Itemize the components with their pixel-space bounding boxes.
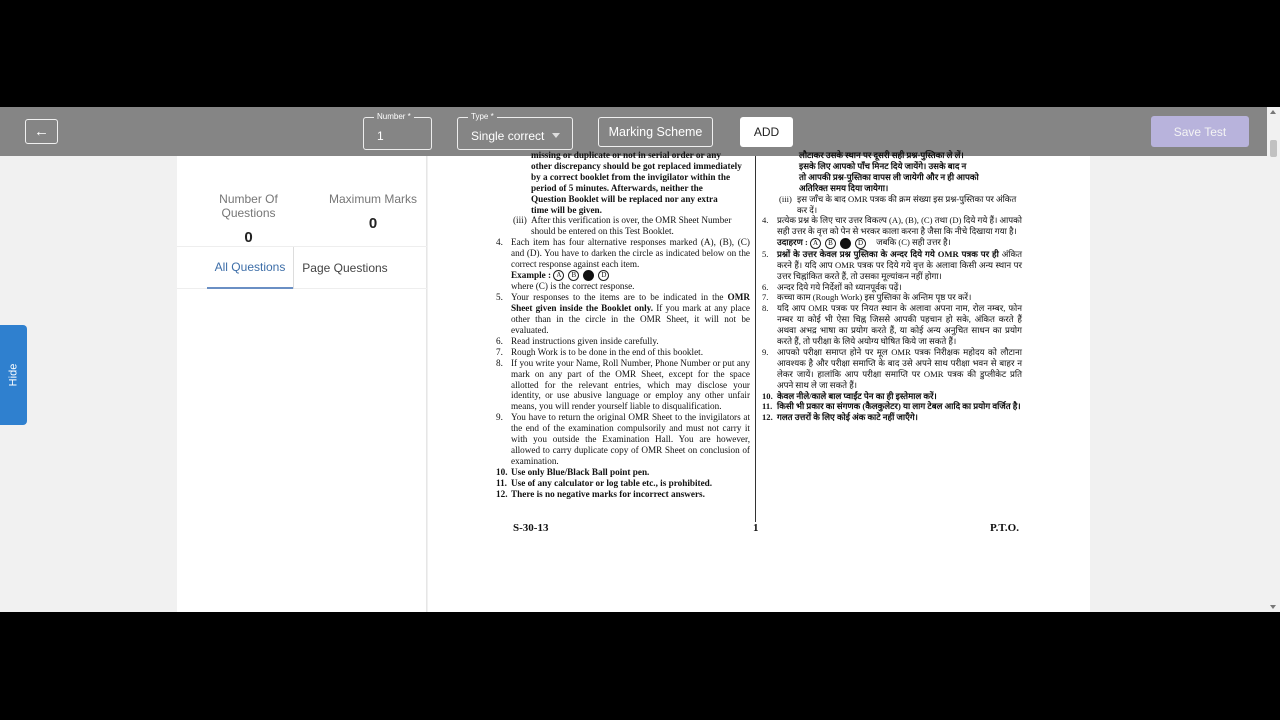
questions-count-value: 0 [244,229,253,246]
scroll-up-icon[interactable] [1270,110,1276,114]
number-field-value[interactable]: 1 [377,129,384,143]
example-label: Example : [511,269,552,280]
item-text: यदि आप OMR पत्रक पर नियत स्थान के अलावा अपना नाम, रोल नम्बर, फोन नम्बर या कोई भी ऐसा चिह्न जिससे आपकी पहचान हो सके, अंकित करते हैं अथवा अभद्र भाषा का प्रयोग करते हैं, या कोई अन्य अनुचित साधन का प्रयोग करते हैं, तो परीक्षा के लिये अयोग्य घोषित किये जा सकते हैं। [777,303,1022,347]
hide-label: Hide [7,363,20,387]
item-number: 10. [762,390,773,401]
bubble-b: B [568,270,579,281]
instruction-item [496,412,750,467]
tab-divider [293,247,294,289]
instruction-item [496,292,750,336]
intro-line: period of 5 minutes. Afterwards, neither the [531,182,703,193]
item-text [511,292,750,336]
item-number: (iii) [513,215,527,226]
number-field[interactable] [363,112,432,150]
item-number: 9. [496,412,503,423]
test-editor [0,107,1280,612]
instructions-english [496,150,750,499]
item-text-bold: प्रश्नों के उत्तर केवल प्रश्न पुस्तिका के अन्दर दिये गये OMR पत्रक पर ही [777,248,999,259]
instruction-item [496,467,750,478]
instruction-item [762,215,1022,237]
instruction-item [762,282,1022,293]
intro-line: time will be given. [531,204,602,215]
item-number: 5. [496,292,503,303]
question-tabs [177,246,427,289]
paper-code: S-30-13 [513,522,549,534]
question-paper-page[interactable] [428,150,1090,612]
maximum-marks-value: 0 [368,215,378,232]
tab-page-questions[interactable]: Page Questions [302,261,388,275]
item-text: अन्दर दिये गये निर्देशों को ध्यानपूर्वक पढ़ें। [777,281,902,292]
item-text: Use only Blue/Black Ball point pen. [511,466,650,477]
item-text-part: If you mark at any place other than in the circle in the OMR Sheet, it will not be evaluated. [511,303,751,335]
intro-line: इसके लिए आपको पाँच मिनट दिये जायेंगे। उसके बाद न [799,160,967,171]
instruction-item [496,215,750,237]
instruction-item [762,303,1022,347]
item-number: 8. [496,357,503,368]
item-text: किसी भी प्रकार का संगणक (कैलकुलेटर) या लाग टेबल आदि का प्रयोग वर्जित है। [777,401,1021,412]
example-note: where (C) is the correct response. [511,281,635,292]
instruction-item [762,391,1022,402]
instruction-item [762,412,1022,423]
maximum-marks-label: Maximum Marks [328,192,417,206]
chevron-down-icon[interactable] [552,133,560,138]
instruction-item [496,358,750,413]
item-number: 5. [762,248,769,259]
arrow-left-icon: ← [34,123,49,140]
questions-sidebar [177,156,427,612]
item-text: इस जाँच के बाद OMR पत्रक की क्रम संख्या इस प्रश्न-पुस्तिका पर अंकित कर दें। [797,193,1017,215]
bubble-d: D [855,238,866,249]
item-number: 11. [762,401,773,412]
answer-bubbles [553,270,609,281]
instruction-item [762,347,1022,391]
item-text: Use of any calculator or log table etc., is prohibited. [511,477,713,488]
item-text-bold: OMR Sheet given inside the Booklet only. [511,292,750,314]
example-row [496,270,750,281]
column-divider [755,156,756,522]
item-text: Each item has four alternative responses marked (A), (B), (C) and (D). You have to darken the circle as indicated below on the correct response against each item. [511,237,750,270]
instruction-item [496,478,750,489]
item-number: 9. [762,346,769,357]
item-number: 4. [762,215,769,226]
item-text: There is no negative marks for incorrect answers. [511,488,705,499]
back-button[interactable] [25,119,58,144]
item-text: After this verification is over, the OMR Sheet Number should be entered on this Test Booklet. [531,215,732,237]
item-number: 4. [496,237,503,248]
bubble-a: A [810,238,821,249]
item-text-part: अंकित करने हैं। यदि आप OMR पत्रक पर दिये गये वृत्त के अलावा किसी अन्य स्थान पर उत्तर चिह्नांकित करते हैं, तो उसका मूल्यांकन नहीं होगा। [777,248,1023,281]
type-select-label: Type * [468,112,497,122]
type-select[interactable] [457,112,573,150]
intro-line: by a correct booklet from the invigilator within the [531,171,731,182]
intro-line: other discrepancy should be got replaced immediately [531,160,742,171]
instruction-item [496,336,750,347]
questions-count [191,192,306,246]
intro-line: Question Booklet will be replaced nor any extra [531,193,718,204]
marking-scheme-button[interactable]: Marking Scheme [598,117,713,147]
intro-line: लौटाकर उसके स्थान पर दूसरी सही प्रश्न-पुस्तिका ले लें। [799,150,964,160]
hide-panel-button[interactable] [0,325,27,425]
save-test-button[interactable]: Save Test [1151,116,1249,147]
example-label: उदाहरण : [777,237,808,248]
item-number: (iii) [779,193,792,204]
item-number: 10. [496,466,508,477]
scroll-down-icon[interactable] [1270,605,1276,609]
item-number: 6. [762,281,769,292]
item-number: 7. [496,346,503,357]
instruction-item [496,489,750,500]
bubble-c-filled [840,238,851,249]
page-number: 1 [753,522,759,534]
item-text: गलत उत्तरों के लिए कोई अंक काटे नहीं जाएँगे। [777,412,918,423]
type-select-value[interactable]: Single correct [471,129,545,143]
page-scrollbar[interactable] [1267,107,1280,612]
item-text: कच्चा काम (Rough Work) इस पुस्तिका के अन्तिम पृष्ठ पर करें। [777,292,972,303]
example-note: जबकि (C) सही उत्तर है। [876,237,951,248]
item-number: 8. [762,303,769,314]
page-footer [513,523,1019,537]
item-text-part: Your responses to the items are to be indicated in the [511,292,724,303]
instruction-item [762,292,1022,303]
add-button[interactable]: ADD [740,117,793,147]
toolbar [0,107,1267,156]
example-row [762,237,1022,249]
questions-count-label: Number Of Questions [219,192,278,220]
item-text: If you write your Name, Roll Number, Phone Number or put any mark on any part of the OMR Sheet, except for the space allotted for the relevant entries, which may disclose your identity, or use abusive language or employ any other unfair means, you will render yourself liable to disqualification. [511,357,750,412]
intro-line: तो आपकी प्रश्न-पुस्तिका वापस ली जायेगी और न ही आपको [799,171,979,182]
bubble-a: A [553,270,564,281]
item-text: Read instructions given inside carefully. [511,335,659,346]
intro-line: missing or duplicate or not in serial order or any [531,150,721,160]
bubble-c-filled [583,270,594,281]
item-text [777,249,1022,282]
instruction-item [762,401,1022,412]
instructions-hindi [762,150,1022,423]
item-number: 7. [762,292,769,303]
number-field-label: Number * [374,112,414,122]
maximum-marks [327,192,419,232]
item-text: केवल नीले/काले बाल प्वाईंट पेन का ही इस्तेमाल करें। [777,390,937,401]
pto-label: P.T.O. [989,522,1019,534]
instruction-item [762,194,1022,216]
scroll-thumb[interactable] [1270,140,1277,157]
item-text: प्रत्येक प्रश्न के लिए चार उत्तर विकल्प (A), (B), (C) तथा (D) दिये गये हैं। आपको सही उत्तर के वृत्त को पेन से भरकर काला करना है जैसा कि नीचे दिखाया गया है। [777,215,1022,237]
instruction-item [496,347,750,358]
item-text: आपको परीक्षा समाप्त होने पर मूल OMR पत्रक निरीक्षक महोदय को लौटाना आवश्यक है और परीक्षा समाप्ति के बाद उसे अपने साथ परीक्षा भवन से बाहर न लेकर जायें। हालांकि आप परीक्षा समाप्ति पर OMR पत्रक की डुप्लीकेट प्रति अपने साथ ले जा सकते हैं। [777,346,1022,390]
item-number: 11. [496,477,507,488]
intro-line: अतिरिक्त समय दिया जायेगा। [799,182,889,193]
bubble-d: D [598,270,609,281]
answer-bubbles [810,238,866,249]
tab-all-questions[interactable]: All Questions [207,247,293,289]
item-number: 12. [496,488,508,499]
item-number: 6. [496,335,503,346]
item-text: You have to return the original OMR Sheet to the invigilators at the end of the examination compulsorily and must not carry it with you outside the Examination Hall. You are however, allowed to carry duplicate copy of OMR Sheet on conclusion of examination. [511,412,750,466]
item-text: Rough Work is to be done in the end of this booklet. [511,346,704,357]
instruction-item [762,249,1022,282]
instruction-item [496,237,750,270]
bubble-b: B [825,238,836,249]
item-number: 12. [762,412,773,423]
